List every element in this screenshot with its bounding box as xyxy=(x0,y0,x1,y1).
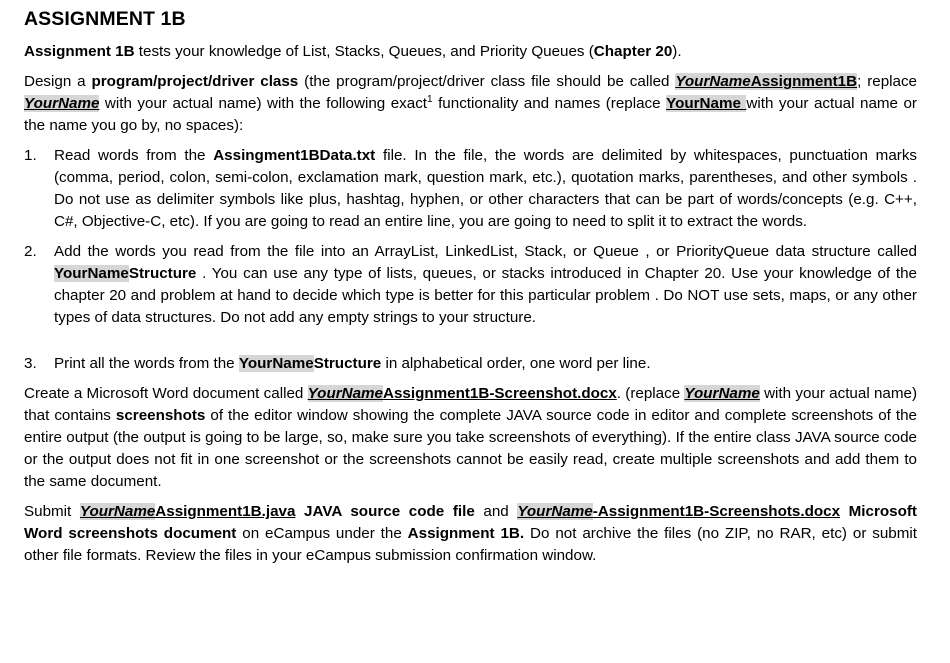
intro-paragraph: Assignment 1B tests your knowledge of List, Stacks, Queues, and Priority Queues (Chapter 20). xyxy=(24,43,682,60)
submit-paragraph: Submit YourNameAssignment1B.java JAVA source code file and YourName-Assignment1B-Screenshots.docx Microsoft Word screenshots document on eCampus under the Assignment 1B. Do not archive the files (no ZIP, no RAR, etc) or submit other file formats. Review the files in your eCampus submission confirmation window. xyxy=(24,503,917,564)
yourname-placeholder: YourName xyxy=(54,265,129,282)
design-paragraph: Design a program/project/driver class (the program/project/driver class file should be called YourNameAssignment1B; replace YourName with your actual name) with the following exact$^1$ functionality and names (replace YourName with your actual name or the name you go by, no spaces): xyxy=(24,73,917,134)
yourname-placeholder: YourName xyxy=(684,385,760,402)
data-file-name: Assingment1BData.txt xyxy=(213,147,376,164)
list-item: 1. Read words from the Assingment1BData.txt file. In the file, the words are delimited by whitespaces, punctuation marks (comma, period, colon, semi-colon, exclamation mark, question mark, etc.), quotation marks, parentheses, and other symbols . Do not use as delimiter symbols like plus, hashtag, hyphen, or other characters that can be part of words/concepts (e.g. C++, C#, Objective-C, etc). If you are going to read an entire line, you are going to need to split it to extract the words. xyxy=(24,147,918,230)
page-title: ASSIGNMENT 1B xyxy=(24,8,186,30)
chapter-ref: Chapter 20 xyxy=(593,43,673,60)
yourname-placeholder: YourName xyxy=(666,95,747,112)
list-number: 3. xyxy=(24,355,37,372)
yourname-placeholder: YourName xyxy=(24,95,100,112)
list-item: 2. Add the words you read from the file into an ArrayList, LinkedList, Stack, or Queue , or PriorityQueue data structure called YourNameStructure . You can use any type of lists, queues, or stacks introduced in Chapter 20. Use your knowledge of the chapter 20 and problem at hand to decide which type is better for this particular problem . Do NOT use sets, maps, or any other types of data structures. Do not add any empty strings to your structure. xyxy=(24,243,917,326)
yourname-placeholder: YourName xyxy=(79,503,156,520)
footnote-marker: 1 xyxy=(427,93,433,105)
structure-name: Structure xyxy=(313,355,382,372)
list-item: 3. Print all the words from the YourNameStructure in alphabetical order, one word per line. xyxy=(24,353,917,375)
yourname-placeholder: YourName xyxy=(675,73,751,90)
list-number: 2. xyxy=(24,243,37,260)
class-name: Assignment1B xyxy=(750,73,858,90)
yourname-placeholder: YourName xyxy=(307,385,384,402)
structure-name: Structure xyxy=(128,265,197,282)
docx-file-name: -Assignment1B-Screenshots.docx xyxy=(592,503,841,520)
yourname-placeholder: YourName xyxy=(517,503,593,520)
screenshot-doc-name: Assignment1B-Screenshot.docx xyxy=(383,385,617,402)
assignment-ref: Assignment 1B. xyxy=(407,525,525,542)
assignment-name: Assignment 1B xyxy=(24,43,135,60)
yourname-placeholder: YourName xyxy=(238,355,314,372)
word-doc-paragraph: Create a Microsoft Word document called YourNameAssignment1B-Screenshot.docx. (replace YourName with your actual name) that contains screenshots of the editor window showing the complete JAVA source code in editor and complete screenshots of the entire output (the output is going to be large, so, make sure you take screenshots of everything). If the entire class JAVA source code or the output does not fit in one screenshot or the screenshots cannot be easily read, create multiple screenshots and add them to the same document. xyxy=(24,385,918,490)
java-file-name: Assignment1B.java xyxy=(155,503,296,520)
requirements-list xyxy=(24,145,917,375)
list-number: 1. xyxy=(24,147,37,164)
